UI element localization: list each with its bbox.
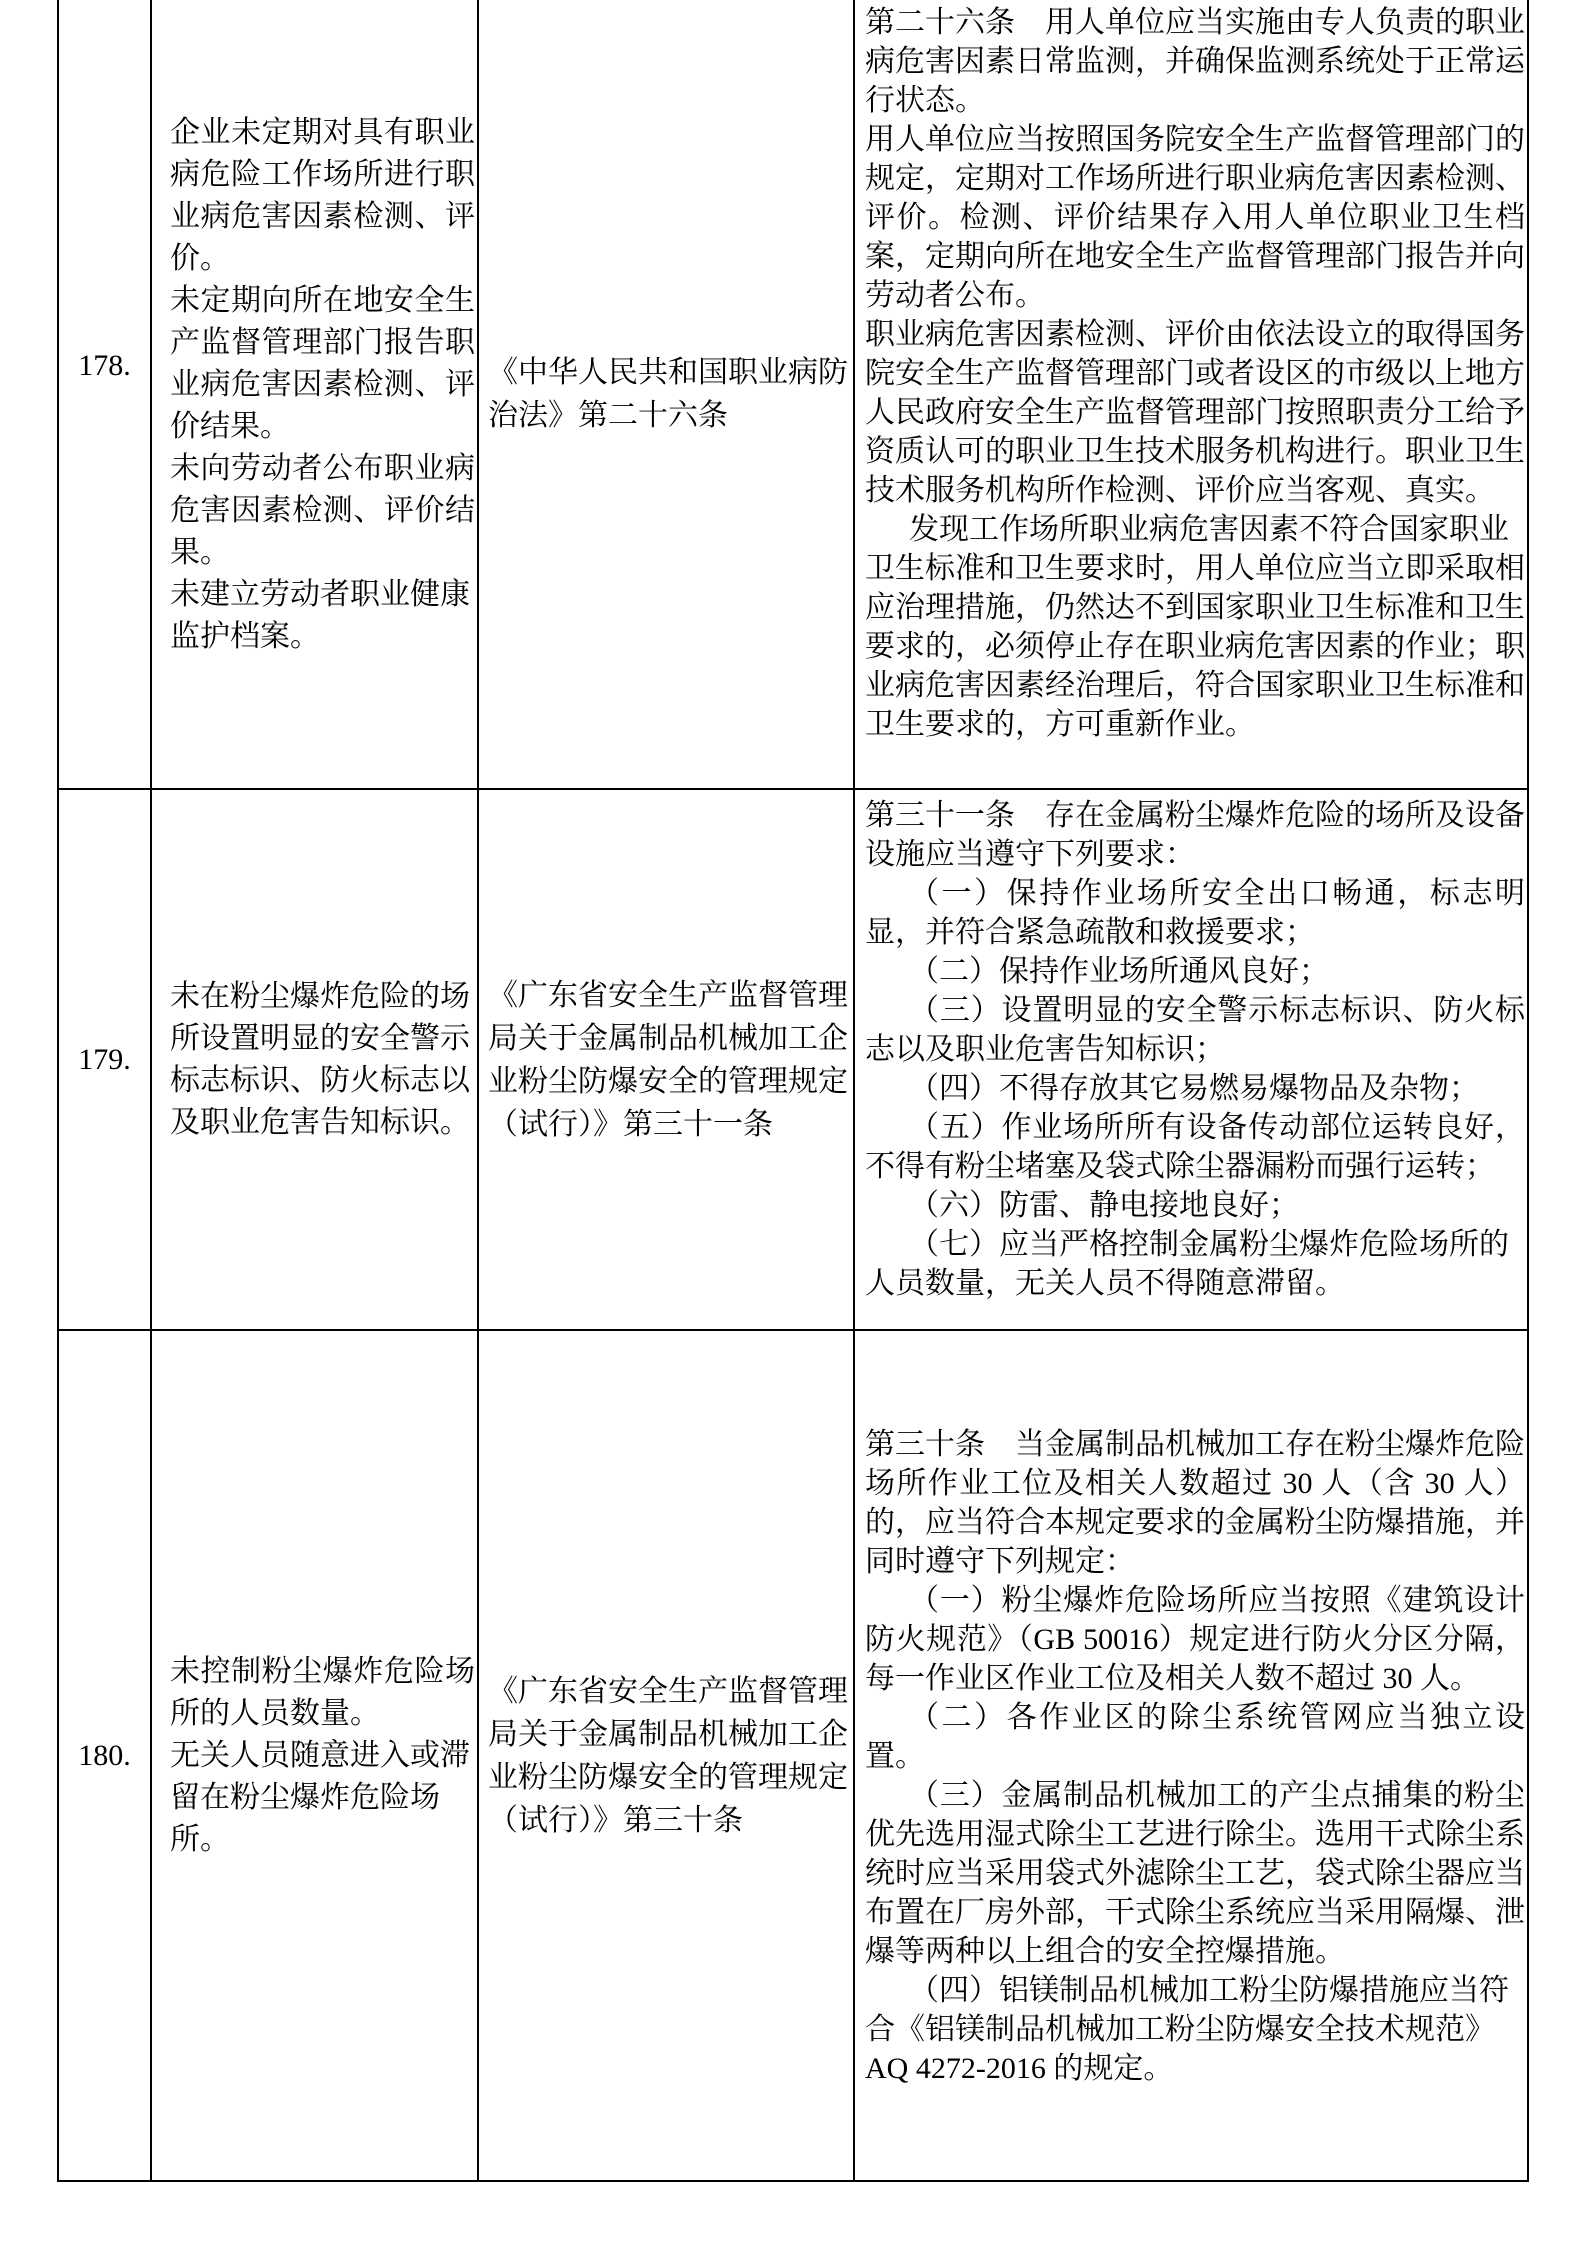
regulation-paragraph: （二）各作业区的除尘系统管网应当独立设置。 (865, 1701, 1525, 1773)
regulation-paragraph: （二）保持作业场所通风良好； (909, 955, 1329, 988)
violation-paragraph: 未在粉尘爆炸危险的场所设置明显的安全警示标志标识、防火标志以及职业危害告知标识。 (170, 979, 470, 1139)
violation-paragraph: 未控制粉尘爆炸危险场所的人员数量。 (170, 1654, 475, 1730)
legal-basis-cell (478, 0, 854, 789)
regulation-paragraph: 第三十一条 存在金属粉尘爆炸危险的场所及设备设施应当遵守下列要求： (865, 799, 1525, 871)
table-row-180 (58, 1330, 1528, 2181)
row-number: 178. (78, 349, 131, 382)
legal-basis-text: 《广东省安全生产监督管理局关于金属制品机械加工企业粉尘防爆安全的管理规定（试行）》第三十一条 (488, 978, 848, 1141)
regulation-paragraph: （三）金属制品机械加工的产尘点捕集的粉尘优先选用湿式除尘工艺进行除尘。选用干式除尘系统时应当采用袋式外滤除尘工艺，袋式除尘器应当布置在厂房外部，干式除尘系统应当采用隔爆、泄爆等两种以上组合的安全控爆措施。 (865, 1779, 1525, 1968)
legal-basis-text: 《中华人民共和国职业病防治法》第二十六条 (488, 356, 848, 432)
regulation-paragraph: （六）防雷、静电接地良好； (909, 1189, 1299, 1222)
row-number: 179. (78, 1042, 131, 1076)
legal-basis-cell (478, 1330, 854, 2181)
regulation-paragraph: （五）作业场所所有设备传动部位运转良好，不得有粉尘堵塞及袋式除尘器漏粉而强行运转； (865, 1111, 1525, 1183)
violation-cell (151, 0, 478, 789)
regulation-paragraph: 第三十条 当金属制品机械加工存在粉尘爆炸危险场所作业工位及相关人数超过 30 人（含 30 人）的，应当符合本规定要求的金属粉尘防爆措施，并同时遵守下列规定： (865, 1428, 1525, 1578)
regulation-cell (854, 0, 1528, 789)
regulation-paragraph: （七）应当严格控制金属粉尘爆炸危险场所的人员数量，无关人员不得随意滞留。 (865, 1228, 1509, 1300)
row-number-cell (58, 1330, 151, 2181)
regulation-cell (854, 1330, 1528, 2181)
legal-basis-text: 《广东省安全生产监督管理局关于金属制品机械加工企业粉尘防爆安全的管理规定（试行）》第三十条 (488, 1674, 848, 1837)
violation-paragraph: 未建立劳动者职业健康监护档案。 (170, 578, 470, 653)
legal-basis-cell (478, 789, 854, 1330)
violation-paragraph: 未向劳动者公布职业病危害因素检测、评价结果。 (170, 452, 475, 569)
regulation-paragraph: 职业病危害因素检测、评价由依法设立的取得国务院安全生产监督管理部门或者设区的市级以上地方人民政府安全生产监督管理部门按照职责分工给予资质认可的职业卫生技术服务机构进行。职业卫生技术服务机构所作检测、评价应当客观、真实。 (865, 318, 1525, 507)
table-row-179 (58, 789, 1528, 1330)
violation-cell (151, 789, 478, 1330)
violation-cell (151, 1330, 478, 2181)
violation-paragraph: 无关人员随意进入或滞留在粉尘爆炸危险场所。 (170, 1738, 470, 1856)
regulations-table (57, 0, 1529, 2182)
regulation-paragraph: 用人单位应当按照国务院安全生产监督管理部门的规定，定期对工作场所进行职业病危害因素检测、评价。检测、评价结果存入用人单位职业卫生档案，定期向所在地安全生产监督管理部门报告并向劳动者公布。 (865, 123, 1525, 312)
row-number-cell (58, 789, 151, 1330)
regulation-paragraph: （四）铝镁制品机械加工粉尘防爆措施应当符合《铝镁制品机械加工粉尘防爆安全技术规范》AQ 4272-2016 的规定。 (865, 1974, 1509, 2085)
row-number: 180. (78, 1738, 131, 1772)
regulation-cell (854, 789, 1528, 1330)
table-row-178 (58, 0, 1528, 789)
row-number-cell (58, 0, 151, 789)
regulation-paragraph: （三）设置明显的安全警示标志标识、防火标志以及职业危害告知标识； (865, 994, 1525, 1066)
regulation-paragraph: 第二十六条 用人单位应当实施由专人负责的职业病危害因素日常监测，并确保监测系统处于正常运行状态。 (865, 6, 1525, 117)
regulation-paragraph: （一）粉尘爆炸危险场所应当按照《建筑设计防火规范》（GB 50016）规定进行防火分区分隔，每一作业区作业工位及相关人数不超过 30 人。 (865, 1584, 1525, 1695)
violation-paragraph: 未定期向所在地安全生产监督管理部门报告职业病危害因素检测、评价结果。 (170, 284, 475, 443)
regulation-paragraph: （四）不得存放其它易燃易爆物品及杂物； (909, 1072, 1479, 1105)
regulation-paragraph: 发现工作场所职业病危害因素不符合国家职业卫生标准和卫生要求时，用人单位应当立即采取相应治理措施，仍然达不到国家职业卫生标准和卫生要求的，必须停止存在职业病危害因素的作业；职业病危害因素经治理后，符合国家职业卫生标准和卫生要求的，方可重新作业。 (865, 513, 1525, 741)
violation-paragraph: 企业未定期对具有职业病危险工作场所进行职业病危害因素检测、评价。 (170, 116, 475, 275)
regulation-paragraph: （一）保持作业场所安全出口畅通，标志明显，并符合紧急疏散和救援要求； (865, 877, 1525, 949)
